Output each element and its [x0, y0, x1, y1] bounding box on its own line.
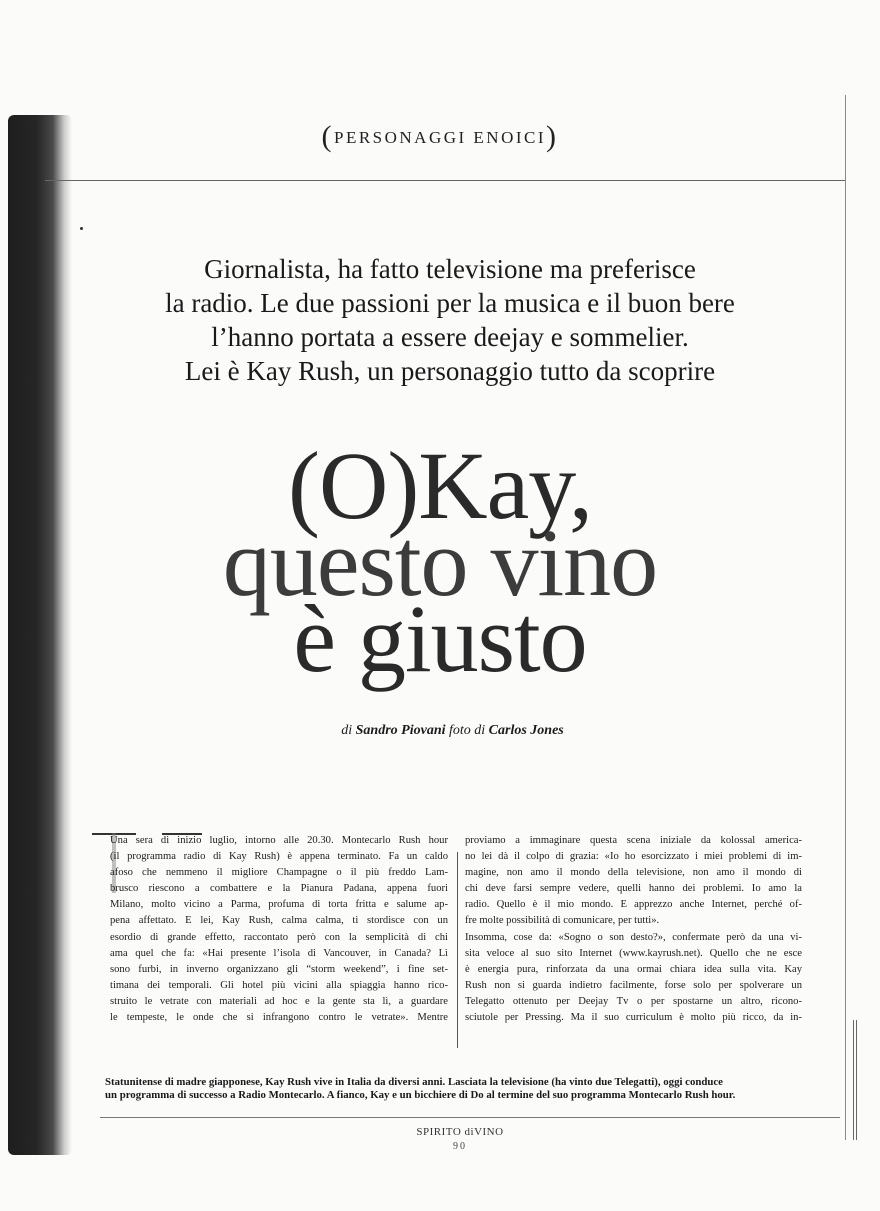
intro-standfirst — [95, 252, 805, 388]
body-line: timana dei temporali. Gli hotel più vicini alla spiaggia hanno rico- — [110, 979, 448, 991]
intro-line: Giornalista, ha fatto televisione ma preferisce — [204, 254, 696, 284]
body-line: esordio di grande effetto, raccontato però con la semplicità di chi — [110, 931, 448, 943]
bottom-rule — [100, 1117, 840, 1118]
body-line: radio. Quello è il mio mondo. E apprezzo anche Internet, perché of- — [465, 899, 802, 911]
photo-caption — [105, 1076, 815, 1102]
body-line: ama quel che fa: «Hai presente l’isola di Vancouver, in Canada? Lì — [110, 947, 448, 959]
body-line: Insomma, cose da: «Sogno o son desto?», confermate però da una vi- — [465, 931, 802, 943]
caption-line: un programma di successo a Radio Montecarlo. A fianco, Kay e un bicchiere di Do al termine del suo programma Montecarlo Rush hour. — [105, 1089, 736, 1101]
body-line: fre molte possibilità di comunicare, per tutti». — [465, 915, 660, 927]
top-rule — [45, 180, 845, 181]
body-line: chi deve farsi sempre vedere, quelli hanno dei problemi. Io amo la — [465, 883, 802, 895]
page-edge-marks — [853, 1020, 859, 1140]
byline-photo-prefix: foto di — [449, 723, 486, 738]
body-line: Milano, molto vicino a Parma, profuma di torta fritta e salume ap- — [110, 899, 448, 911]
byline — [0, 723, 880, 739]
article-column-left — [110, 833, 448, 1026]
caption-line: Statunitense di madre giapponese, Kay Rush vive in Italia da diversi anni. Lasciata la televisione (ha vinto due Telegatti), oggi conduce — [105, 1076, 723, 1088]
section-label-text: PERSONAGGI ENOICI — [333, 128, 547, 147]
body-line: le tempeste, le onde che si infrangono contro le vetrate». Mentre — [110, 1012, 448, 1024]
body-line: (il programma radio di Kay Rush) è appena terminato. Fa un caldo — [110, 851, 448, 863]
body-line: magine, non amo il mondo della televisione, non amo il mondo di — [465, 867, 802, 879]
intro-line: Lei è Kay Rush, un personaggio tutto da scoprire — [184, 356, 716, 386]
headline-line-2: questo vino — [222, 509, 658, 616]
body-line: Una sera di inizio luglio, intorno alle 20.30. Montecarlo Rush hour — [110, 835, 448, 846]
intro-line: la radio. Le due passioni per la musica e il buon bere — [165, 288, 735, 318]
body-line: proviamo a immaginare questa scena iniziale da kolossal america- — [465, 835, 802, 846]
body-line: brusco riescono a combattere e la Pianura Padana, appena fuori — [110, 883, 448, 895]
body-line: Telegatto ottenuto per Deejay Tv o per spostarne un altro, ricono- — [465, 995, 802, 1007]
section-label: (PERSONAGGI ENOICI) — [321, 120, 559, 153]
body-line: sciutole per Pressing. Ma il suo curriculum è molto più ricco, da in- — [465, 1012, 802, 1024]
byline-photographer: Carlos Jones — [488, 723, 564, 738]
magazine-name: SPIRITO diVINO — [416, 1126, 504, 1138]
intro-line: l’hanno portata a essere deejay e sommelier. — [211, 322, 689, 352]
body-line: Rush non si guarda indietro facilmente, forse solo per spolverare un — [465, 979, 802, 991]
article-headline — [0, 432, 880, 692]
page-number: 90 — [453, 1141, 467, 1152]
column-divider — [457, 852, 458, 1048]
body-line: sono furbi, in inverno organizzano gli “storm weekend”, i fine set- — [110, 963, 448, 975]
headline-line-3: è giusto — [293, 585, 587, 692]
article-column-right — [465, 833, 802, 1026]
byline-author: Sandro Piovani — [355, 723, 446, 738]
headline-line-1: (O)Kay, — [288, 432, 592, 539]
body-line: struito le vetrate con materiali ad hoc e la gente sta lì, a guardare — [110, 995, 448, 1007]
body-line: no lei dà il colpo di grazia: «Io ho esorcizzato i miei problemi di im- — [465, 851, 802, 863]
body-line: pena affettato. E lei, Kay Rush, calma calma, ti stordisce con un — [110, 915, 448, 927]
speck — [80, 227, 83, 230]
body-line: è energia pura, rinforzata da una ormai chiara idea sulla vita. Kay — [465, 963, 802, 975]
body-line: sita veloce al suo sito Internet (www.kayrush.net). Quello che ne esce — [465, 947, 802, 959]
byline-prefix: di — [341, 723, 353, 738]
body-line: afoso che nemmeno il migliore Champagne o il più freddo Lam- — [110, 867, 448, 879]
